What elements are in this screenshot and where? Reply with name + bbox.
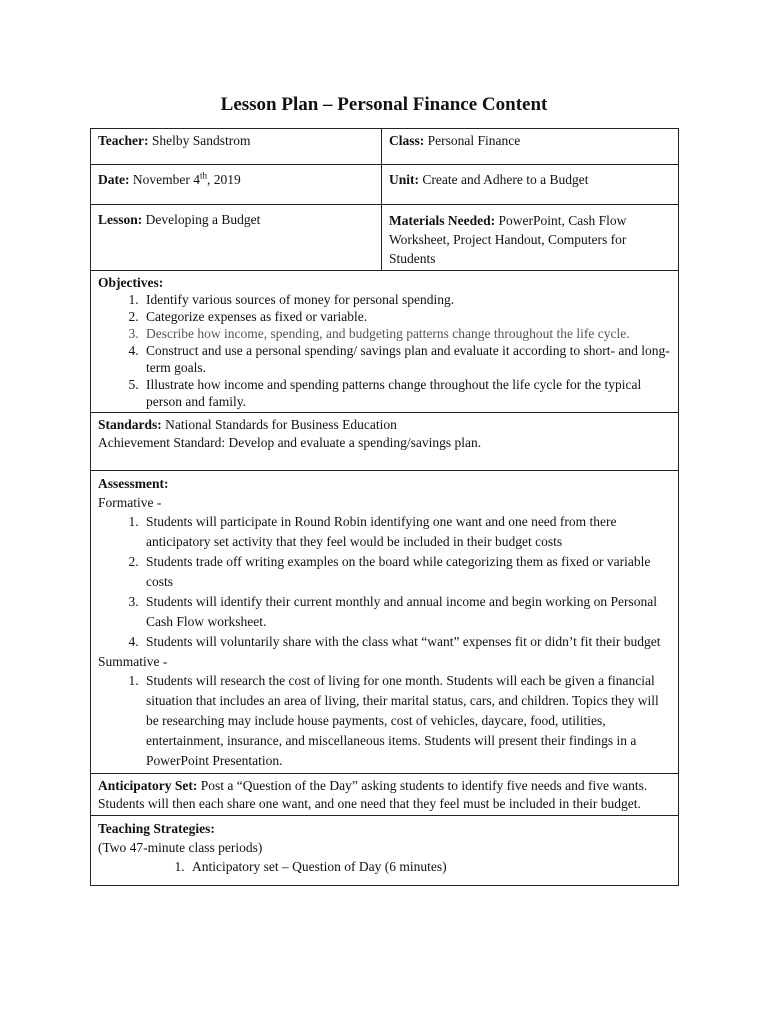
teaching-item: 1. Anticipatory set – Question of Day (6 minutes): [188, 857, 671, 876]
formative-item: 2. Students trade off writing examples on the board while categorizing them as fixed or variable costs: [142, 552, 671, 592]
standards-cell: [91, 413, 679, 471]
formative-item: 1. Students will participate in Round Robin identifying one want and one need from there anticipatory set activity that they feel would be included in their budget costs: [142, 512, 671, 552]
teaching-label: Teaching Strategies:: [98, 821, 215, 836]
summative-item: 1. Students will research the cost of living for one month. Students will each be given a financial situation that includes an area of living, their marital status, cars, and children. Topics they will be researching may include house payments, cost of vehicles, daycare, food, utilities, entertainment, insurance, and miscellaneous items. Students will present their findings in a PowerPoint Presentation.: [142, 671, 671, 771]
teaching-periods: (Two 47-minute class periods): [98, 840, 263, 855]
standards-row: [91, 413, 679, 471]
assessment-cell: [91, 471, 679, 774]
date-label: Date:: [98, 172, 130, 187]
teacher-label: Teacher:: [98, 133, 149, 148]
formative-list: [98, 512, 671, 652]
standards-label: Standards:: [98, 417, 162, 432]
objective-item: 3. Describe how income, spending, and budgeting patterns change throughout the life cycle.: [142, 325, 671, 342]
objective-item: 5. Illustrate how income and spending patterns change throughout the life cycle for the typical person and family.: [142, 376, 671, 410]
formative-item: 4. Students will voluntarily share with the class what “want” expenses fit or didn’t fit their budget: [142, 632, 671, 652]
summative-list: [98, 671, 671, 771]
class-label: Class:: [389, 133, 425, 148]
objective-item: 2. Categorize expenses as fixed or variable.: [142, 308, 671, 325]
date-cell: [91, 165, 382, 205]
teacher-cell: [91, 129, 382, 165]
formative-label: Formative -: [98, 495, 162, 510]
objectives-cell: [91, 271, 679, 413]
objective-item: 4. Construct and use a personal spending/ savings plan and evaluate it according to short- and long-term goals.: [142, 342, 671, 376]
formative-item: 3. Students will identify their current monthly and annual income and begin working on Personal Cash Flow worksheet.: [142, 592, 671, 632]
objectives-list: [98, 291, 671, 410]
materials-value: PowerPoint, Cash Flow Worksheet, Project Handout, Computers for Students: [389, 213, 627, 266]
anticipatory-label: Anticipatory Set:: [98, 778, 198, 793]
objective-item: 1. Identify various sources of money for personal spending.: [142, 291, 671, 308]
date-value: November 4th, 2019: [132, 170, 241, 187]
unit-cell: [382, 165, 679, 205]
teacher-class-row: [91, 129, 679, 165]
anticipatory-row: [91, 774, 679, 816]
lesson-cell: [91, 205, 382, 271]
anticipatory-cell: [91, 774, 679, 816]
materials-label: Materials Needed:: [389, 213, 496, 228]
unit-value: Create and Adhere to a Budget: [422, 172, 589, 187]
achievement-standard: Achievement Standard: Develop and evaluate a spending/savings plan.: [98, 435, 482, 450]
document-title: Lesson Plan – Personal Finance Content: [220, 94, 548, 115]
date-unit-row: [91, 165, 679, 205]
summative-label: Summative -: [98, 654, 168, 669]
lesson-plan-table: [90, 128, 679, 886]
objectives-label: Objectives:: [98, 275, 164, 290]
assessment-row: [91, 471, 679, 774]
teaching-cell: [91, 816, 679, 886]
class-cell: [382, 129, 679, 165]
materials-cell: [382, 205, 679, 271]
lesson-value: Developing a Budget: [145, 212, 261, 227]
class-value: Personal Finance: [427, 133, 521, 148]
lesson-label: Lesson:: [98, 212, 143, 227]
assessment-label: Assessment:: [98, 476, 169, 491]
unit-label: Unit:: [389, 172, 419, 187]
teacher-value: Shelby Sandstrom: [151, 133, 251, 148]
objectives-row: [91, 271, 679, 413]
teaching-row: [91, 816, 679, 886]
lesson-materials-row: [91, 205, 679, 271]
anticipatory-value: Post a “Question of the Day” asking students to identify five needs and five wants. Students will then each share one want, and one need that they feel must be included in their budget.: [98, 778, 648, 811]
standards-value: National Standards for Business Education: [165, 417, 397, 432]
teaching-list: [98, 857, 671, 876]
